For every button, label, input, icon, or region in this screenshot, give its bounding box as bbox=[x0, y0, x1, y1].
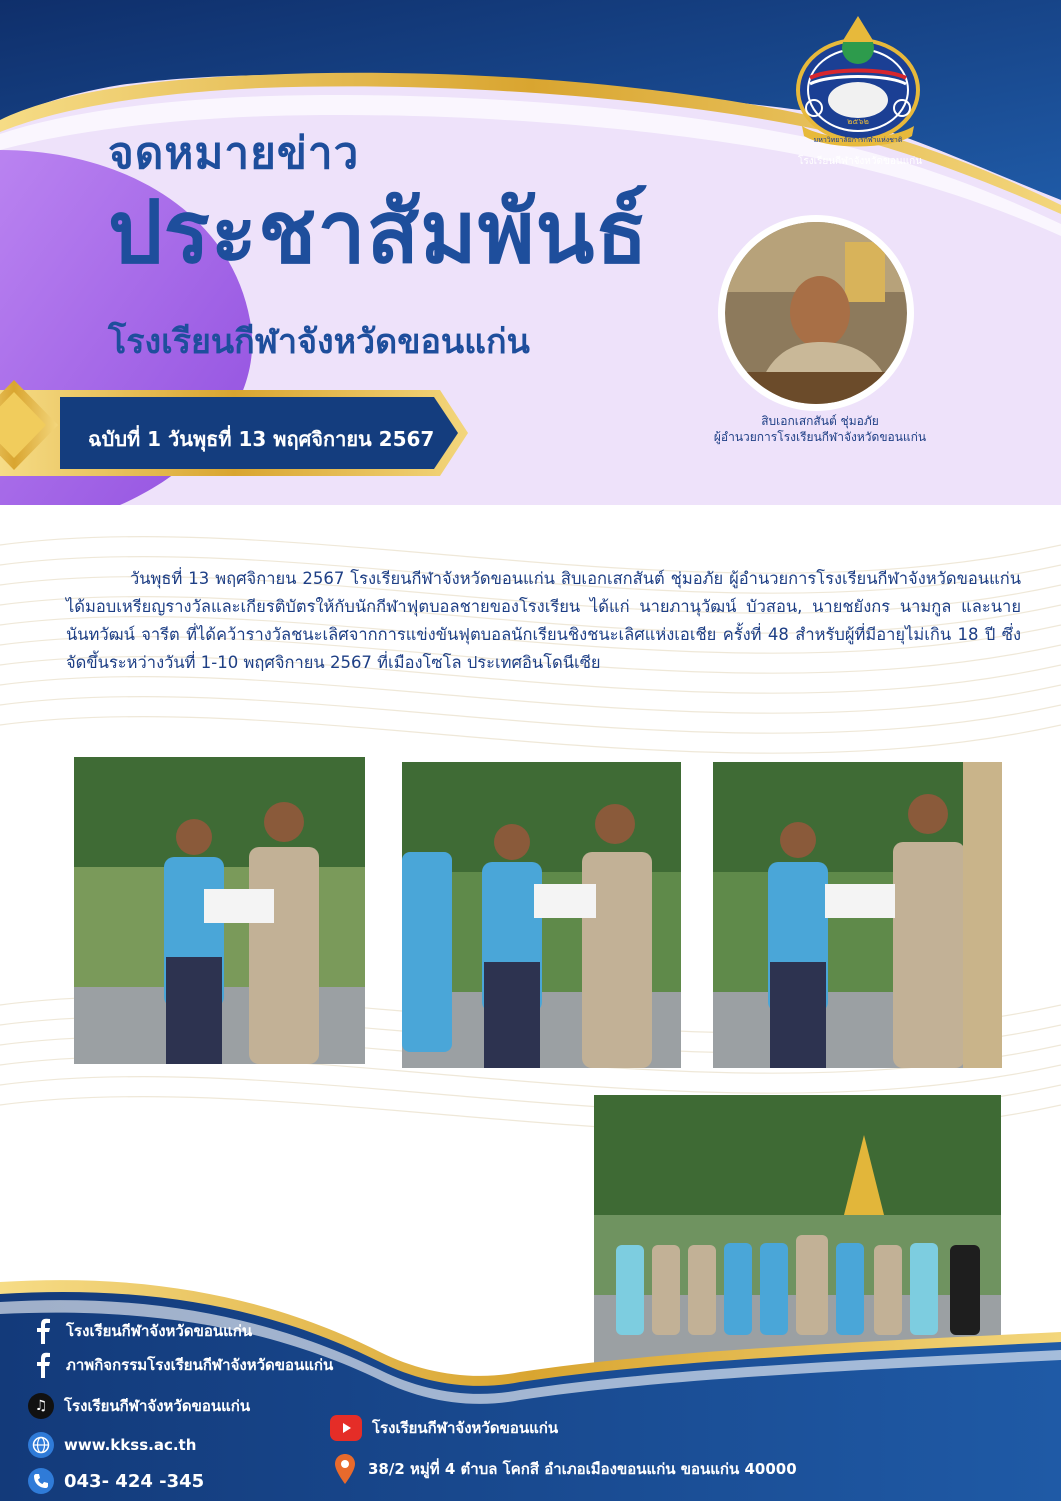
contact-facebook-2[interactable] bbox=[30, 1352, 333, 1378]
crest-icon bbox=[788, 8, 928, 158]
article-body bbox=[66, 565, 1021, 677]
youtube-channel-name: โรงเรียนกีฬาจังหวัดขอนแก่น bbox=[372, 1419, 559, 1437]
footer bbox=[0, 1250, 1061, 1501]
school-address: 38/2 หมู่ที่ 4 ตำบล โคกสี อำเภอเมืองขอนแก่น ขอนแก่น 40000 bbox=[368, 1460, 797, 1478]
school-logo bbox=[788, 8, 928, 178]
article-text: วันพุธที่ 13 พฤศจิกายน 2567 โรงเรียนกีฬาจังหวัดขอนแก่น สิบเอกเสกสันต์ ชุ่มอภัย ผู้อำนวยการโรงเรียนกีฬาจังหวัดขอนแก่น ได้มอบเหรียญรางวัลและเกียรติบัตรให้กับนักกีฬาฟุตบอลชายของโรงเรียน ได้แก่ นายภานุวัฒน์ บัวสอน, นายชยังกร นามกูล และนายนันทวัฒน์ จารีต ที่ได้คว้ารางวัลชนะเลิศจากการแข่งขันฟุตบอลนักเรียนชิงชนะเลิศแห่งเอเชีย ครั้งที่ 48 สำหรับผู้ที่มีอายุไม่เกิน 18 ปี ซึ่งจัดขึ้นระหว่างวันที่ 1-10 พฤศจิกายน 2567 ที่เมืองโซโล ประเทศอินโดนีเซีย bbox=[66, 569, 1021, 672]
photo-award-1 bbox=[74, 757, 365, 1064]
contact-facebook-1[interactable] bbox=[30, 1318, 252, 1344]
svg-text:มหาวิทยาลัยการกีฬาแห่งชาติ: มหาวิทยาลัยการกีฬาแห่งชาติ bbox=[813, 136, 903, 144]
contact-address bbox=[332, 1456, 797, 1482]
youtube-icon bbox=[330, 1415, 362, 1441]
contact-tiktok[interactable] bbox=[28, 1393, 250, 1419]
location-pin-icon bbox=[332, 1456, 358, 1482]
facebook-icon bbox=[30, 1352, 56, 1378]
header bbox=[0, 0, 1061, 505]
newsletter-title-small: จดหมายข่าว bbox=[108, 128, 360, 179]
website-url: www.kkss.ac.th bbox=[64, 1436, 197, 1454]
tiktok-icon: ♫ bbox=[28, 1393, 54, 1419]
director-photo bbox=[718, 215, 914, 411]
svg-text:๒๕๖๒: ๒๕๖๒ bbox=[847, 117, 869, 126]
photo-award-2 bbox=[402, 762, 681, 1068]
facebook-icon bbox=[30, 1318, 56, 1344]
issue-date: ฉบับที่ 1 วันพุธที่ 13 พฤศจิกายน 2567 bbox=[88, 427, 435, 451]
newsletter-title-large: ประชาสัมพันธ์ bbox=[108, 183, 649, 283]
director-title: ผู้อำนวยการโรงเรียนกีฬาจังหวัดขอนแก่น bbox=[713, 430, 927, 444]
school-name-title: โรงเรียนกีฬาจังหวัดขอนแก่น bbox=[108, 322, 530, 362]
phone-number: 043- 424 -345 bbox=[64, 1470, 205, 1492]
facebook-page-name-2: ภาพกิจกรรมโรงเรียนกีฬาจังหวัดขอนแก่น bbox=[66, 1356, 334, 1374]
director-name: สิบเอกเสกสันต์ ชุ่มอภัย bbox=[761, 414, 879, 428]
phone-icon bbox=[28, 1468, 54, 1494]
globe-icon bbox=[28, 1432, 54, 1458]
logo-caption: โรงเรียนกีฬาจังหวัดขอนแก่น bbox=[797, 156, 923, 167]
director-caption bbox=[690, 413, 950, 445]
contact-youtube[interactable] bbox=[330, 1415, 558, 1441]
facebook-page-name-1: โรงเรียนกีฬาจังหวัดขอนแก่น bbox=[66, 1322, 253, 1340]
contact-website[interactable] bbox=[28, 1432, 196, 1458]
tiktok-name: โรงเรียนกีฬาจังหวัดขอนแก่น bbox=[64, 1397, 251, 1415]
contact-phone[interactable] bbox=[28, 1468, 204, 1494]
photo-award-3 bbox=[713, 762, 1002, 1068]
